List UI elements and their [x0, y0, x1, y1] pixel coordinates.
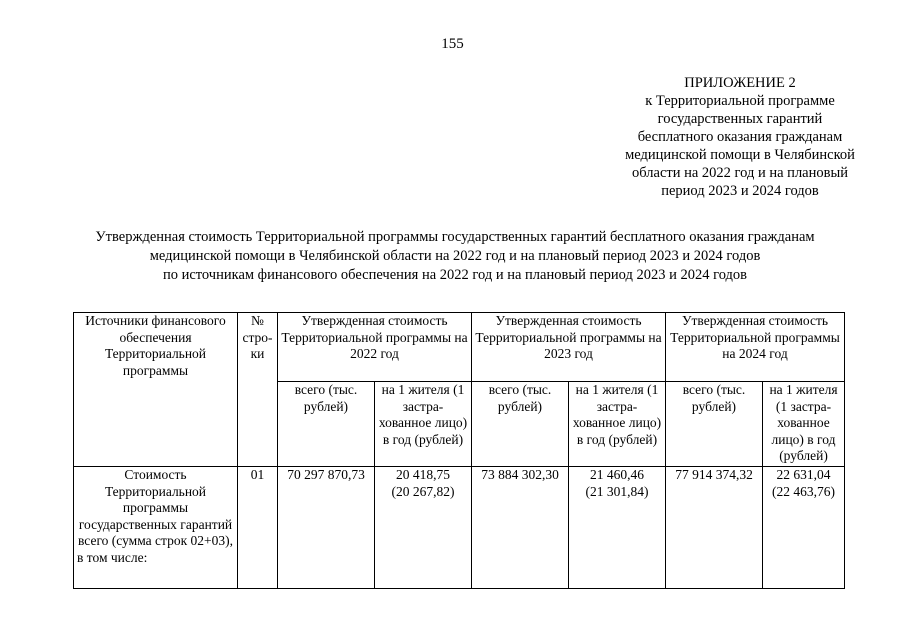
appendix-line: медицинской помощи в Челябинской [625, 147, 855, 163]
total-2024: 77 914 374,32 [666, 467, 763, 589]
total-2022: 70 297 870,73 [278, 467, 375, 589]
per-capita-2024-cell [763, 467, 845, 589]
header-per-capita-2022: на 1 жителя (1 застра-хованное лицо) в год (рублей) [375, 382, 472, 467]
financing-table [73, 312, 845, 589]
header-total-2023: всего (тыс. рублей) [472, 382, 569, 467]
per-capita-2024-alt: (22 463,76) [772, 483, 835, 499]
header-year-2024: Утвержденная стоимость Территориальной программы на 2024 год [666, 313, 845, 382]
total-2023: 73 884 302,30 [472, 467, 569, 589]
header-source: Источники финансового обеспечения Территориальной программы [74, 313, 238, 467]
per-capita-2022: 20 418,75 [396, 467, 450, 482]
appendix-line: бесплатного оказания гражданам [637, 129, 843, 145]
header-row-number: № стро-ки [238, 313, 278, 467]
per-capita-2023-alt: (21 301,84) [585, 483, 649, 499]
per-capita-2022-alt: (20 267,82) [391, 483, 455, 499]
row-label: Стоимость Территориальной программы государственных гарантий всего (сумма строк 02+03), в том числе: [74, 467, 238, 589]
title-line: по источникам финансового обеспечения на 2022 год и на плановый период 2023 и 2024 годов [162, 267, 748, 283]
header-per-capita-2023: на 1 жителя (1 застра-хованное лицо) в год (рублей) [569, 382, 666, 467]
title-line: Утвержденная стоимость Территориальной программы государственных гарантий бесплатного оказания гражданам [95, 229, 815, 245]
appendix-line: ПРИЛОЖЕНИЕ 2 [684, 75, 796, 91]
header-total-2024: всего (тыс. рублей) [666, 382, 763, 467]
per-capita-2024: 22 631,04 [776, 467, 831, 482]
appendix-line: области на 2022 год и на плановый [632, 165, 848, 181]
per-capita-2022-cell [375, 467, 472, 589]
header-per-capita-2024: на 1 жителя (1 застра-хованное лицо) в год (рублей) [763, 382, 845, 467]
header-total-2022: всего (тыс. рублей) [278, 382, 375, 467]
row-number: 01 [238, 467, 278, 589]
appendix-line: период 2023 и 2024 годов [661, 183, 819, 199]
appendix-heading [600, 74, 880, 200]
table-row [74, 467, 845, 589]
document-title [40, 228, 870, 285]
page-number: 155 [441, 36, 464, 52]
header-year-2023: Утвержденная стоимость Территориальной программы на 2023 год [472, 313, 666, 382]
header-year-2022: Утвержденная стоимость Территориальной программы на 2022 год [278, 313, 472, 382]
per-capita-2023: 21 460,46 [590, 467, 644, 482]
title-line: медицинской помощи в Челябинской области на 2022 год и на плановый период 2023 и 2024 годов [149, 248, 761, 264]
per-capita-2023-cell [569, 467, 666, 589]
appendix-line: к Территориальной программе [645, 93, 835, 109]
appendix-line: государственных гарантий [657, 111, 823, 127]
